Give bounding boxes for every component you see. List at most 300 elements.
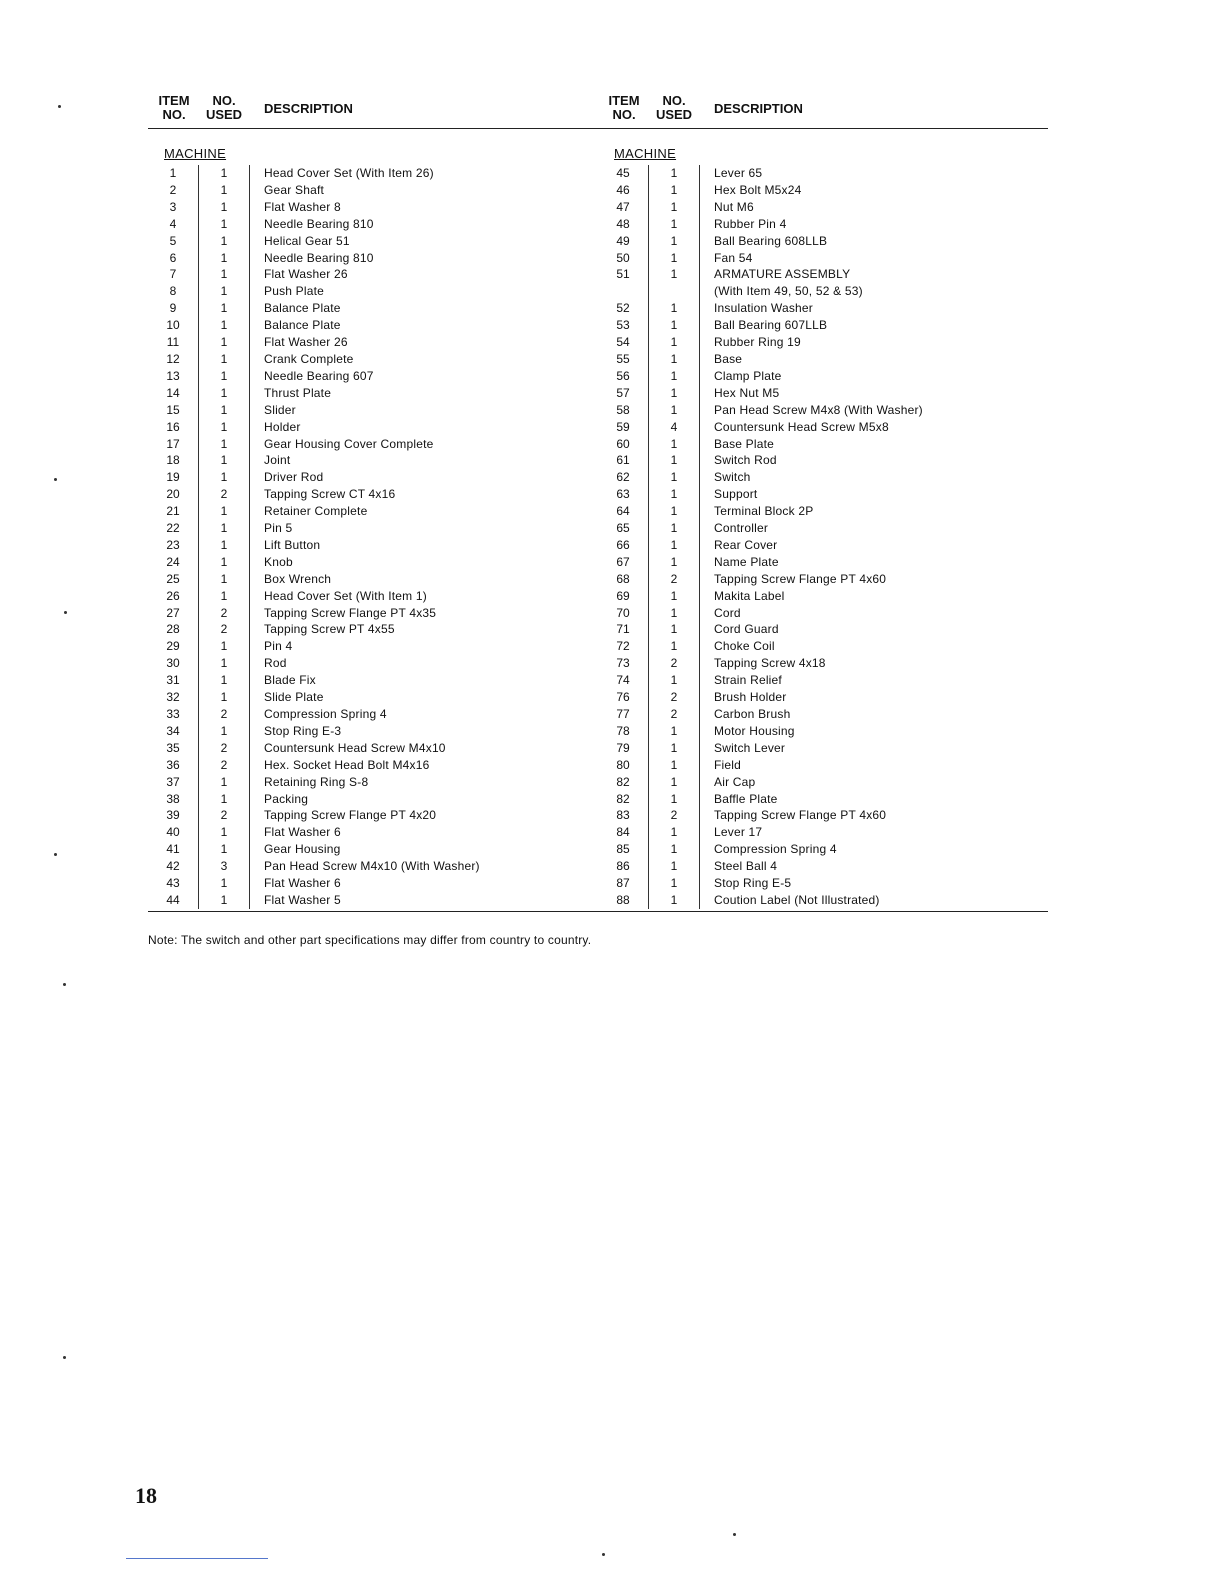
part-description: Balance Plate	[264, 301, 341, 316]
item-number: 32	[148, 689, 199, 706]
quantity-used: 1	[649, 233, 700, 250]
quantity-used: 1	[199, 452, 250, 469]
item-number: 34	[148, 723, 199, 740]
item-number: 52	[598, 300, 649, 317]
item-number: 25	[148, 571, 199, 588]
quantity-used: 1	[199, 385, 250, 402]
table-row	[598, 689, 1048, 706]
part-description: Flat Washer 6	[264, 876, 341, 891]
quantity-used: 1	[649, 757, 700, 774]
item-number: 16	[148, 419, 199, 436]
item-number: 61	[598, 452, 649, 469]
part-description: Stop Ring E-5	[714, 876, 792, 891]
table-row	[148, 858, 598, 875]
quantity-used: 2	[649, 807, 700, 824]
part-description: Ball Bearing 607LLB	[714, 318, 828, 333]
table-row	[598, 757, 1048, 774]
part-description: Tapping Screw CT 4x16	[264, 487, 396, 502]
table-row	[148, 588, 598, 605]
part-description: Stop Ring E-3	[264, 723, 342, 738]
table-row	[148, 824, 598, 841]
quantity-used: 1	[199, 199, 250, 216]
table-row	[148, 182, 598, 199]
quantity-used: 2	[649, 655, 700, 672]
item-no-header-line2: NO.	[612, 107, 636, 122]
table-row	[148, 199, 598, 216]
item-number: 15	[148, 402, 199, 419]
table-row	[598, 672, 1048, 689]
item-number: 79	[598, 740, 649, 757]
table-row	[148, 486, 598, 503]
part-description: Gear Housing	[264, 842, 341, 857]
item-number: 80	[598, 757, 649, 774]
quantity-used: 1	[649, 588, 700, 605]
table-row	[598, 605, 1048, 622]
quantity-used: 1	[649, 892, 700, 909]
table-row	[598, 233, 1048, 250]
part-description: Pan Head Screw M4x8 (With Washer)	[714, 402, 923, 417]
part-description: Flat Washer 26	[264, 267, 348, 282]
table-row	[598, 858, 1048, 875]
part-description: Thrust Plate	[264, 385, 332, 400]
table-row	[148, 520, 598, 537]
item-number: 36	[148, 757, 199, 774]
quantity-used: 1	[199, 165, 250, 182]
part-description: Motor Housing	[714, 723, 795, 738]
part-description: Pan Head Screw M4x10 (With Washer)	[264, 859, 480, 874]
table-row	[598, 723, 1048, 740]
description-header: DESCRIPTION	[714, 101, 803, 116]
item-number: 45	[598, 165, 649, 182]
scan-speck	[63, 983, 66, 986]
table-row	[148, 554, 598, 571]
no-used-header-line1: NO.	[212, 93, 236, 108]
quantity-used: 1	[649, 385, 700, 402]
item-number: 27	[148, 605, 199, 622]
item-number: 46	[598, 182, 649, 199]
quantity-used: 1	[649, 503, 700, 520]
table-row	[598, 621, 1048, 638]
quantity-used: 1	[649, 165, 700, 182]
part-description: Tapping Screw 4x18	[714, 656, 826, 671]
right-header	[598, 94, 1048, 128]
right-parts-table	[598, 165, 1048, 909]
table-row	[598, 368, 1048, 385]
quantity-used: 1	[199, 672, 250, 689]
part-description: Crank Complete	[264, 351, 354, 366]
table-row	[148, 300, 598, 317]
part-description: Lever 65	[714, 166, 763, 180]
part-description: Retaining Ring S-8	[264, 774, 369, 789]
quantity-used: 1	[199, 250, 250, 267]
part-description: Fan 54	[714, 250, 753, 265]
page-number: 18	[135, 1483, 157, 1508]
part-description: Holder	[264, 419, 301, 434]
quantity-used: 1	[199, 689, 250, 706]
quantity-used: 1	[649, 351, 700, 368]
item-number: 17	[148, 436, 199, 453]
quantity-used: 1	[649, 841, 700, 858]
table-row	[148, 791, 598, 808]
table-row	[598, 216, 1048, 233]
quantity-used: 1	[649, 300, 700, 317]
item-number: 59	[598, 419, 649, 436]
quantity-used: 1	[649, 334, 700, 351]
quantity-used: 1	[199, 655, 250, 672]
item-no-header	[154, 94, 194, 122]
table-row	[598, 452, 1048, 469]
part-description: Clamp Plate	[714, 368, 782, 383]
scan-speck	[63, 1356, 66, 1359]
quantity-used: 1	[199, 233, 250, 250]
quantity-used: 2	[199, 486, 250, 503]
item-number: 43	[148, 875, 199, 892]
quantity-used	[649, 283, 700, 300]
item-number: 66	[598, 537, 649, 554]
part-description: Rubber Ring 19	[714, 335, 801, 350]
item-number: 53	[598, 317, 649, 334]
quantity-used: 1	[199, 469, 250, 486]
no-used-header-line2: USED	[655, 107, 693, 122]
quantity-used: 1	[649, 824, 700, 841]
item-number: 86	[598, 858, 649, 875]
item-number: 24	[148, 554, 199, 571]
quantity-used: 1	[199, 503, 250, 520]
part-description: Makita Label	[714, 588, 785, 603]
quantity-used: 2	[649, 706, 700, 723]
item-number: 57	[598, 385, 649, 402]
item-number: 28	[148, 621, 199, 638]
part-description: Gear Housing Cover Complete	[264, 436, 434, 451]
table-row	[148, 706, 598, 723]
table-row	[148, 807, 598, 824]
quantity-used: 2	[649, 571, 700, 588]
table-row	[148, 419, 598, 436]
quantity-used: 1	[199, 554, 250, 571]
item-number: 76	[598, 689, 649, 706]
item-number: 82	[598, 774, 649, 791]
item-number: 35	[148, 740, 199, 757]
table-row	[148, 605, 598, 622]
item-number: 30	[148, 655, 199, 672]
item-number: 12	[148, 351, 199, 368]
item-number: 56	[598, 368, 649, 385]
item-number: 67	[598, 554, 649, 571]
table-row	[598, 655, 1048, 672]
tables	[148, 165, 1048, 909]
part-description: Countersunk Head Screw M4x10	[264, 740, 446, 755]
item-number: 58	[598, 402, 649, 419]
quantity-used: 1	[199, 402, 250, 419]
table-row	[148, 469, 598, 486]
quantity-used: 1	[199, 520, 250, 537]
quantity-used: 2	[199, 621, 250, 638]
part-description: Coution Label (Not Illustrated)	[714, 892, 880, 907]
quantity-used: 1	[199, 436, 250, 453]
part-description: Tapping Screw Flange PT 4x60	[714, 571, 887, 586]
quantity-used: 1	[649, 621, 700, 638]
item-number: 85	[598, 841, 649, 858]
part-description: Baffle Plate	[714, 791, 778, 806]
part-description: (With Item 49, 50, 52 & 53)	[714, 284, 863, 299]
item-no-header-line2: NO.	[162, 107, 186, 122]
item-number: 13	[148, 368, 199, 385]
part-description: Switch	[714, 470, 751, 485]
table-row	[598, 537, 1048, 554]
item-number: 42	[148, 858, 199, 875]
quantity-used: 1	[649, 199, 700, 216]
part-description: Head Cover Set (With Item 26)	[264, 166, 434, 180]
part-description: Hex Bolt M5x24	[714, 182, 802, 197]
quantity-used: 2	[199, 807, 250, 824]
part-description: Switch Rod	[714, 453, 777, 468]
table-row	[148, 892, 598, 909]
part-description: Tapping Screw Flange PT 4x60	[714, 808, 887, 823]
item-no-header	[604, 94, 644, 122]
part-description: Blade Fix	[264, 673, 316, 688]
item-number: 69	[598, 588, 649, 605]
quantity-used: 1	[649, 740, 700, 757]
part-description: Cord Guard	[714, 622, 779, 637]
quantity-used: 1	[649, 774, 700, 791]
table-row	[148, 638, 598, 655]
table-row	[598, 199, 1048, 216]
table-row	[598, 554, 1048, 571]
table-row	[598, 638, 1048, 655]
item-number: 33	[148, 706, 199, 723]
table-row	[148, 436, 598, 453]
table-row	[148, 655, 598, 672]
quantity-used: 1	[199, 266, 250, 283]
part-description: Push Plate	[264, 284, 325, 299]
item-number: 19	[148, 469, 199, 486]
quantity-used: 1	[199, 300, 250, 317]
table-row	[598, 469, 1048, 486]
quantity-used: 2	[649, 689, 700, 706]
part-description: Choke Coil	[714, 639, 775, 654]
item-number: 87	[598, 875, 649, 892]
quantity-used: 2	[199, 757, 250, 774]
table-row	[148, 503, 598, 520]
table-row	[148, 621, 598, 638]
item-number: 48	[598, 216, 649, 233]
table-row	[598, 402, 1048, 419]
item-number: 26	[148, 588, 199, 605]
table-row	[148, 774, 598, 791]
part-description: Balance Plate	[264, 318, 341, 333]
table-row	[598, 520, 1048, 537]
table-row	[148, 385, 598, 402]
part-description: Countersunk Head Screw M5x8	[714, 419, 889, 434]
part-description: Controller	[714, 521, 769, 536]
item-number: 41	[148, 841, 199, 858]
part-description: Hex. Socket Head Bolt M4x16	[264, 757, 430, 772]
table-row	[148, 672, 598, 689]
part-description: Needle Bearing 607	[264, 368, 374, 383]
quantity-used: 1	[199, 791, 250, 808]
section-label: MACHINE	[164, 146, 227, 161]
part-description: Pin 4	[264, 639, 293, 654]
scan-speck	[54, 478, 57, 481]
table-row	[598, 250, 1048, 267]
quantity-used: 1	[649, 520, 700, 537]
item-number: 62	[598, 469, 649, 486]
item-number: 51	[598, 266, 649, 283]
parts-list	[148, 94, 1048, 912]
quantity-used: 2	[199, 706, 250, 723]
part-description: Support	[714, 487, 758, 502]
table-row	[148, 723, 598, 740]
quantity-used: 1	[199, 351, 250, 368]
item-number: 2	[148, 182, 199, 199]
table-row	[148, 351, 598, 368]
item-number: 10	[148, 317, 199, 334]
quantity-used: 1	[199, 723, 250, 740]
part-description: Flat Washer 26	[264, 335, 348, 350]
quantity-used: 1	[649, 266, 700, 283]
part-description: Name Plate	[714, 554, 779, 569]
quantity-used: 4	[649, 419, 700, 436]
part-description: Air Cap	[714, 774, 756, 789]
table-row	[148, 317, 598, 334]
description-header: DESCRIPTION	[264, 101, 353, 116]
part-description: Helical Gear 51	[264, 233, 350, 248]
quantity-used: 1	[199, 283, 250, 300]
item-number: 88	[598, 892, 649, 909]
quantity-used: 1	[199, 638, 250, 655]
quantity-used: 1	[649, 216, 700, 233]
table-row	[598, 182, 1048, 199]
part-description: Rear Cover	[714, 537, 778, 552]
item-number: 7	[148, 266, 199, 283]
part-description: Driver Rod	[264, 470, 324, 485]
footer-line	[126, 1558, 268, 1559]
part-description: Needle Bearing 810	[264, 216, 374, 231]
table-row	[598, 841, 1048, 858]
left-header	[148, 94, 598, 128]
item-number: 82	[598, 791, 649, 808]
part-description: Terminal Block 2P	[714, 504, 814, 519]
scan-speck	[54, 853, 57, 856]
part-description: Knob	[264, 554, 293, 569]
item-number: 11	[148, 334, 199, 351]
no-used-header	[654, 94, 694, 122]
note-text: Note: The switch and other part specifications may differ from country to country.	[148, 933, 592, 947]
table-row	[148, 402, 598, 419]
quantity-used: 1	[649, 368, 700, 385]
part-description: Pin 5	[264, 521, 293, 536]
table-row	[598, 266, 1048, 283]
item-number: 71	[598, 621, 649, 638]
part-description: Tapping Screw Flange PT 4x35	[264, 605, 437, 620]
quantity-used: 1	[649, 672, 700, 689]
quantity-used: 1	[649, 402, 700, 419]
item-number: 29	[148, 638, 199, 655]
table-row	[148, 266, 598, 283]
item-number: 1	[148, 165, 199, 182]
quantity-used: 1	[649, 436, 700, 453]
item-number: 54	[598, 334, 649, 351]
table-row	[598, 571, 1048, 588]
table-row	[148, 452, 598, 469]
part-description: Needle Bearing 810	[264, 250, 374, 265]
part-description: Base Plate	[714, 436, 775, 451]
bottom-rule	[148, 911, 1048, 912]
part-description: Nut M6	[714, 199, 754, 214]
quantity-used: 1	[199, 537, 250, 554]
no-used-header	[204, 94, 244, 122]
quantity-used: 1	[199, 419, 250, 436]
table-row	[598, 351, 1048, 368]
quantity-used: 1	[199, 588, 250, 605]
quantity-used: 1	[199, 774, 250, 791]
item-number: 55	[598, 351, 649, 368]
table-row	[148, 537, 598, 554]
item-number: 23	[148, 537, 199, 554]
item-number: 78	[598, 723, 649, 740]
table-row	[148, 571, 598, 588]
item-number: 40	[148, 824, 199, 841]
table-row	[598, 588, 1048, 605]
table-row	[598, 300, 1048, 317]
scan-speck	[733, 1533, 736, 1536]
quantity-used: 1	[649, 250, 700, 267]
quantity-used: 1	[649, 723, 700, 740]
part-description: Hex Nut M5	[714, 385, 780, 400]
part-description: Cord	[714, 605, 741, 620]
item-no-header-line1: ITEM	[608, 93, 640, 108]
table-row	[148, 250, 598, 267]
part-description: Gear Shaft	[264, 182, 325, 197]
quantity-used: 1	[199, 334, 250, 351]
item-number: 21	[148, 503, 199, 520]
item-number: 60	[598, 436, 649, 453]
part-description: Rubber Pin 4	[714, 216, 787, 231]
section-row	[148, 129, 1048, 165]
table-row	[598, 334, 1048, 351]
item-number: 74	[598, 672, 649, 689]
scan-speck	[602, 1553, 605, 1556]
table-header	[148, 94, 1048, 128]
table-row	[598, 385, 1048, 402]
item-number: 65	[598, 520, 649, 537]
table-row	[148, 689, 598, 706]
item-number: 14	[148, 385, 199, 402]
part-description: Compression Spring 4	[264, 707, 387, 721]
table-row	[148, 368, 598, 385]
part-description: Brush Holder	[714, 690, 787, 705]
part-description: Steel Ball 4	[714, 859, 778, 874]
quantity-used: 3	[199, 858, 250, 875]
table-row	[598, 503, 1048, 520]
item-no-header-line1: ITEM	[158, 93, 190, 108]
item-number: 64	[598, 503, 649, 520]
section-label: MACHINE	[614, 146, 677, 161]
table-row	[598, 283, 1048, 300]
table-row	[148, 334, 598, 351]
item-number: 39	[148, 807, 199, 824]
table-row	[598, 824, 1048, 841]
table-row	[598, 740, 1048, 757]
part-description: Box Wrench	[264, 571, 332, 586]
item-number: 50	[598, 250, 649, 267]
quantity-used: 1	[649, 469, 700, 486]
part-description: Lever 17	[714, 825, 763, 840]
item-number: 31	[148, 672, 199, 689]
scan-speck	[58, 105, 61, 108]
quantity-used: 1	[199, 824, 250, 841]
item-number: 38	[148, 791, 199, 808]
